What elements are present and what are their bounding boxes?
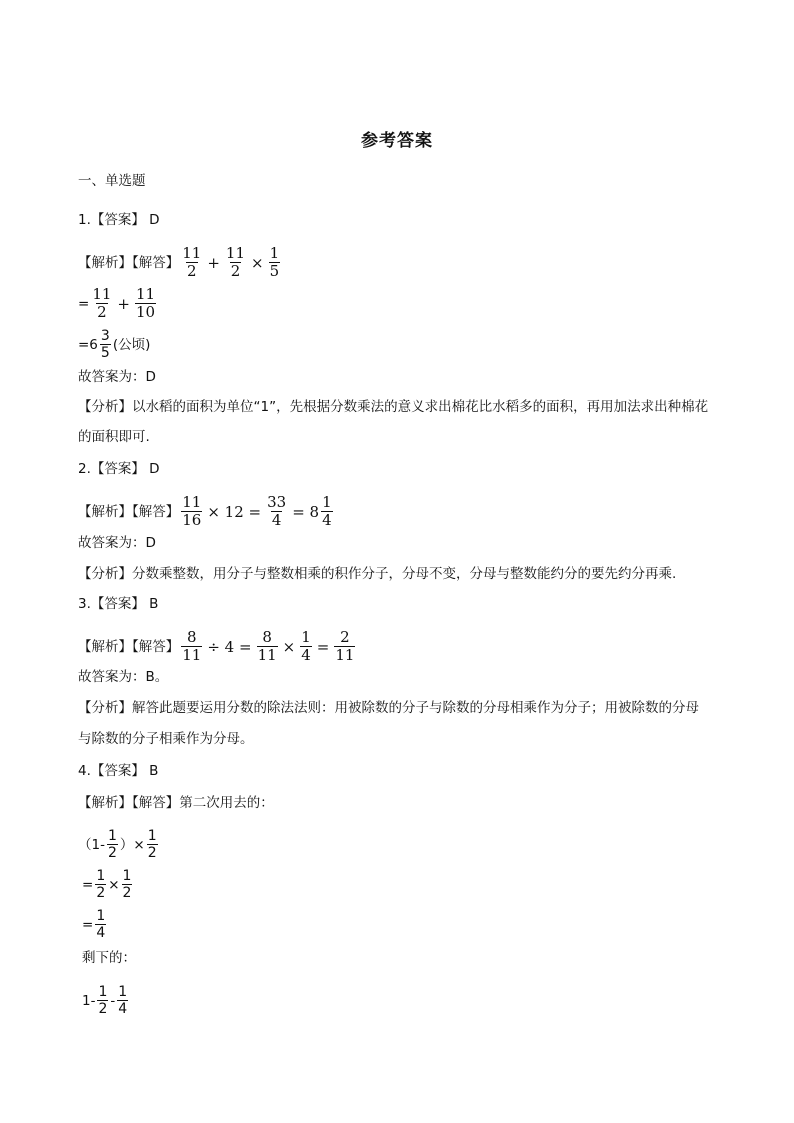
fraction: $\frac{11}{16}$ xyxy=(182,493,202,529)
q4-step2: = $\frac{1}{2}$ × $\frac{1}{2}$ xyxy=(82,868,132,901)
q1-step3: =6 $\frac{3}{5}$ (公顷) xyxy=(78,328,151,361)
fraction: $\frac{3}{5}$ xyxy=(100,328,110,361)
fraction: $\frac{1}{2}$ xyxy=(122,868,132,901)
q4-analysis: 【解析】【解答】第二次用去的： xyxy=(78,795,274,811)
section-heading: 一、单选题 xyxy=(78,173,146,189)
fraction: $\frac{8}{11}$ xyxy=(182,628,202,664)
q3-explain-line1: 【分析】解答此题要运用分数的除法法则：用被除数的分子与除数的分母相乘作为分子；用被除数的分母 xyxy=(78,700,699,716)
fraction: $\frac{1}{4}$ xyxy=(322,493,332,529)
q1-conclusion: 故答案为：D xyxy=(78,369,156,385)
q1-answer: 1.【答案】 D xyxy=(78,212,160,228)
fraction: $\frac{11}{2}$ xyxy=(92,285,112,321)
q3-analysis: 【解析】【解答】 $\frac{8}{11}$ ÷ 4 = $\frac{8}{11}$ × $\frac{1}{4}$ = $\frac{2}{11}$ xyxy=(78,630,357,663)
fraction: $\frac{1}{2}$ xyxy=(98,984,108,1017)
q4-answer: 4.【答案】 B xyxy=(78,763,159,779)
fraction: $\frac{1}{2}$ xyxy=(96,868,106,901)
q1-analysis-label: 【解析】【解答】 xyxy=(78,254,180,271)
q4-remain-label: 剩下的： xyxy=(82,950,136,966)
q2-explain: 【分析】分数乘整数，用分子与整数相乘的积作分子，分母不变，分母与整数能约分的要先约分再乘. xyxy=(78,566,677,582)
q1-analysis xyxy=(78,246,282,279)
q4-step1: （1- $\frac{1}{2}$ ）× $\frac{1}{2}$ xyxy=(78,828,157,861)
fraction: $\frac{2}{11}$ xyxy=(335,628,355,664)
q2-answer: 2.【答案】 D xyxy=(78,461,160,477)
q3-expression: $\frac{8}{11}$ ÷ 4 = $\frac{8}{11}$ × $\frac{1}{4}$ = $\frac{2}{11}$ xyxy=(182,628,355,664)
fraction: $\frac{1}{2}$ xyxy=(107,828,117,861)
fraction: $\frac{1}{4}$ xyxy=(96,908,106,941)
q3-explain-line2: 与除数的分子相乘作为分母。 xyxy=(78,731,254,747)
q2-analysis: 【解析】【解答】 $\frac{11}{16}$ × 12 = $\frac{33}{4}$ = 8 $\frac{1}{4}$ xyxy=(78,495,335,528)
q1-expression: $\frac{11}{2}$ + $\frac{11}{2}$ × $\frac{1}{5}$ xyxy=(182,244,280,280)
q1-step2: = $\frac{11}{2}$ + $\frac{11}{10}$ xyxy=(78,285,156,321)
q1-explain-line2: 的面积即可. xyxy=(78,429,150,445)
q4-step4: 1- $\frac{1}{2}$ - $\frac{1}{4}$ xyxy=(82,984,128,1017)
fraction: $\frac{1}{5}$ xyxy=(269,244,280,280)
q2-expression: $\frac{11}{16}$ × 12 = $\frac{33}{4}$ = 8 $\frac{1}{4}$ xyxy=(182,493,332,529)
q4-step3: = $\frac{1}{4}$ xyxy=(82,908,106,941)
page-title: 参考答案 xyxy=(361,131,433,151)
fraction: $\frac{1}{4}$ xyxy=(301,628,311,664)
fraction: $\frac{1}{2}$ xyxy=(147,828,157,861)
fraction: $\frac{11}{10}$ xyxy=(135,285,156,321)
fraction: $\frac{11}{2}$ xyxy=(225,244,246,280)
fraction: $\frac{11}{2}$ xyxy=(182,244,202,280)
fraction: $\frac{8}{11}$ xyxy=(257,628,277,664)
q1-explain-line1: 【分析】以水稻的面积为单位“1”，先根据分数乘法的意义求出棉花比水稻多的面积，再用加法求出种棉花 xyxy=(78,399,709,415)
fraction: $\frac{1}{4}$ xyxy=(118,984,128,1017)
fraction: $\frac{33}{4}$ xyxy=(267,493,287,529)
q3-conclusion: 故答案为：B。 xyxy=(78,669,169,685)
q2-conclusion: 故答案为：D xyxy=(78,535,156,551)
q3-answer: 3.【答案】 B xyxy=(78,596,159,612)
